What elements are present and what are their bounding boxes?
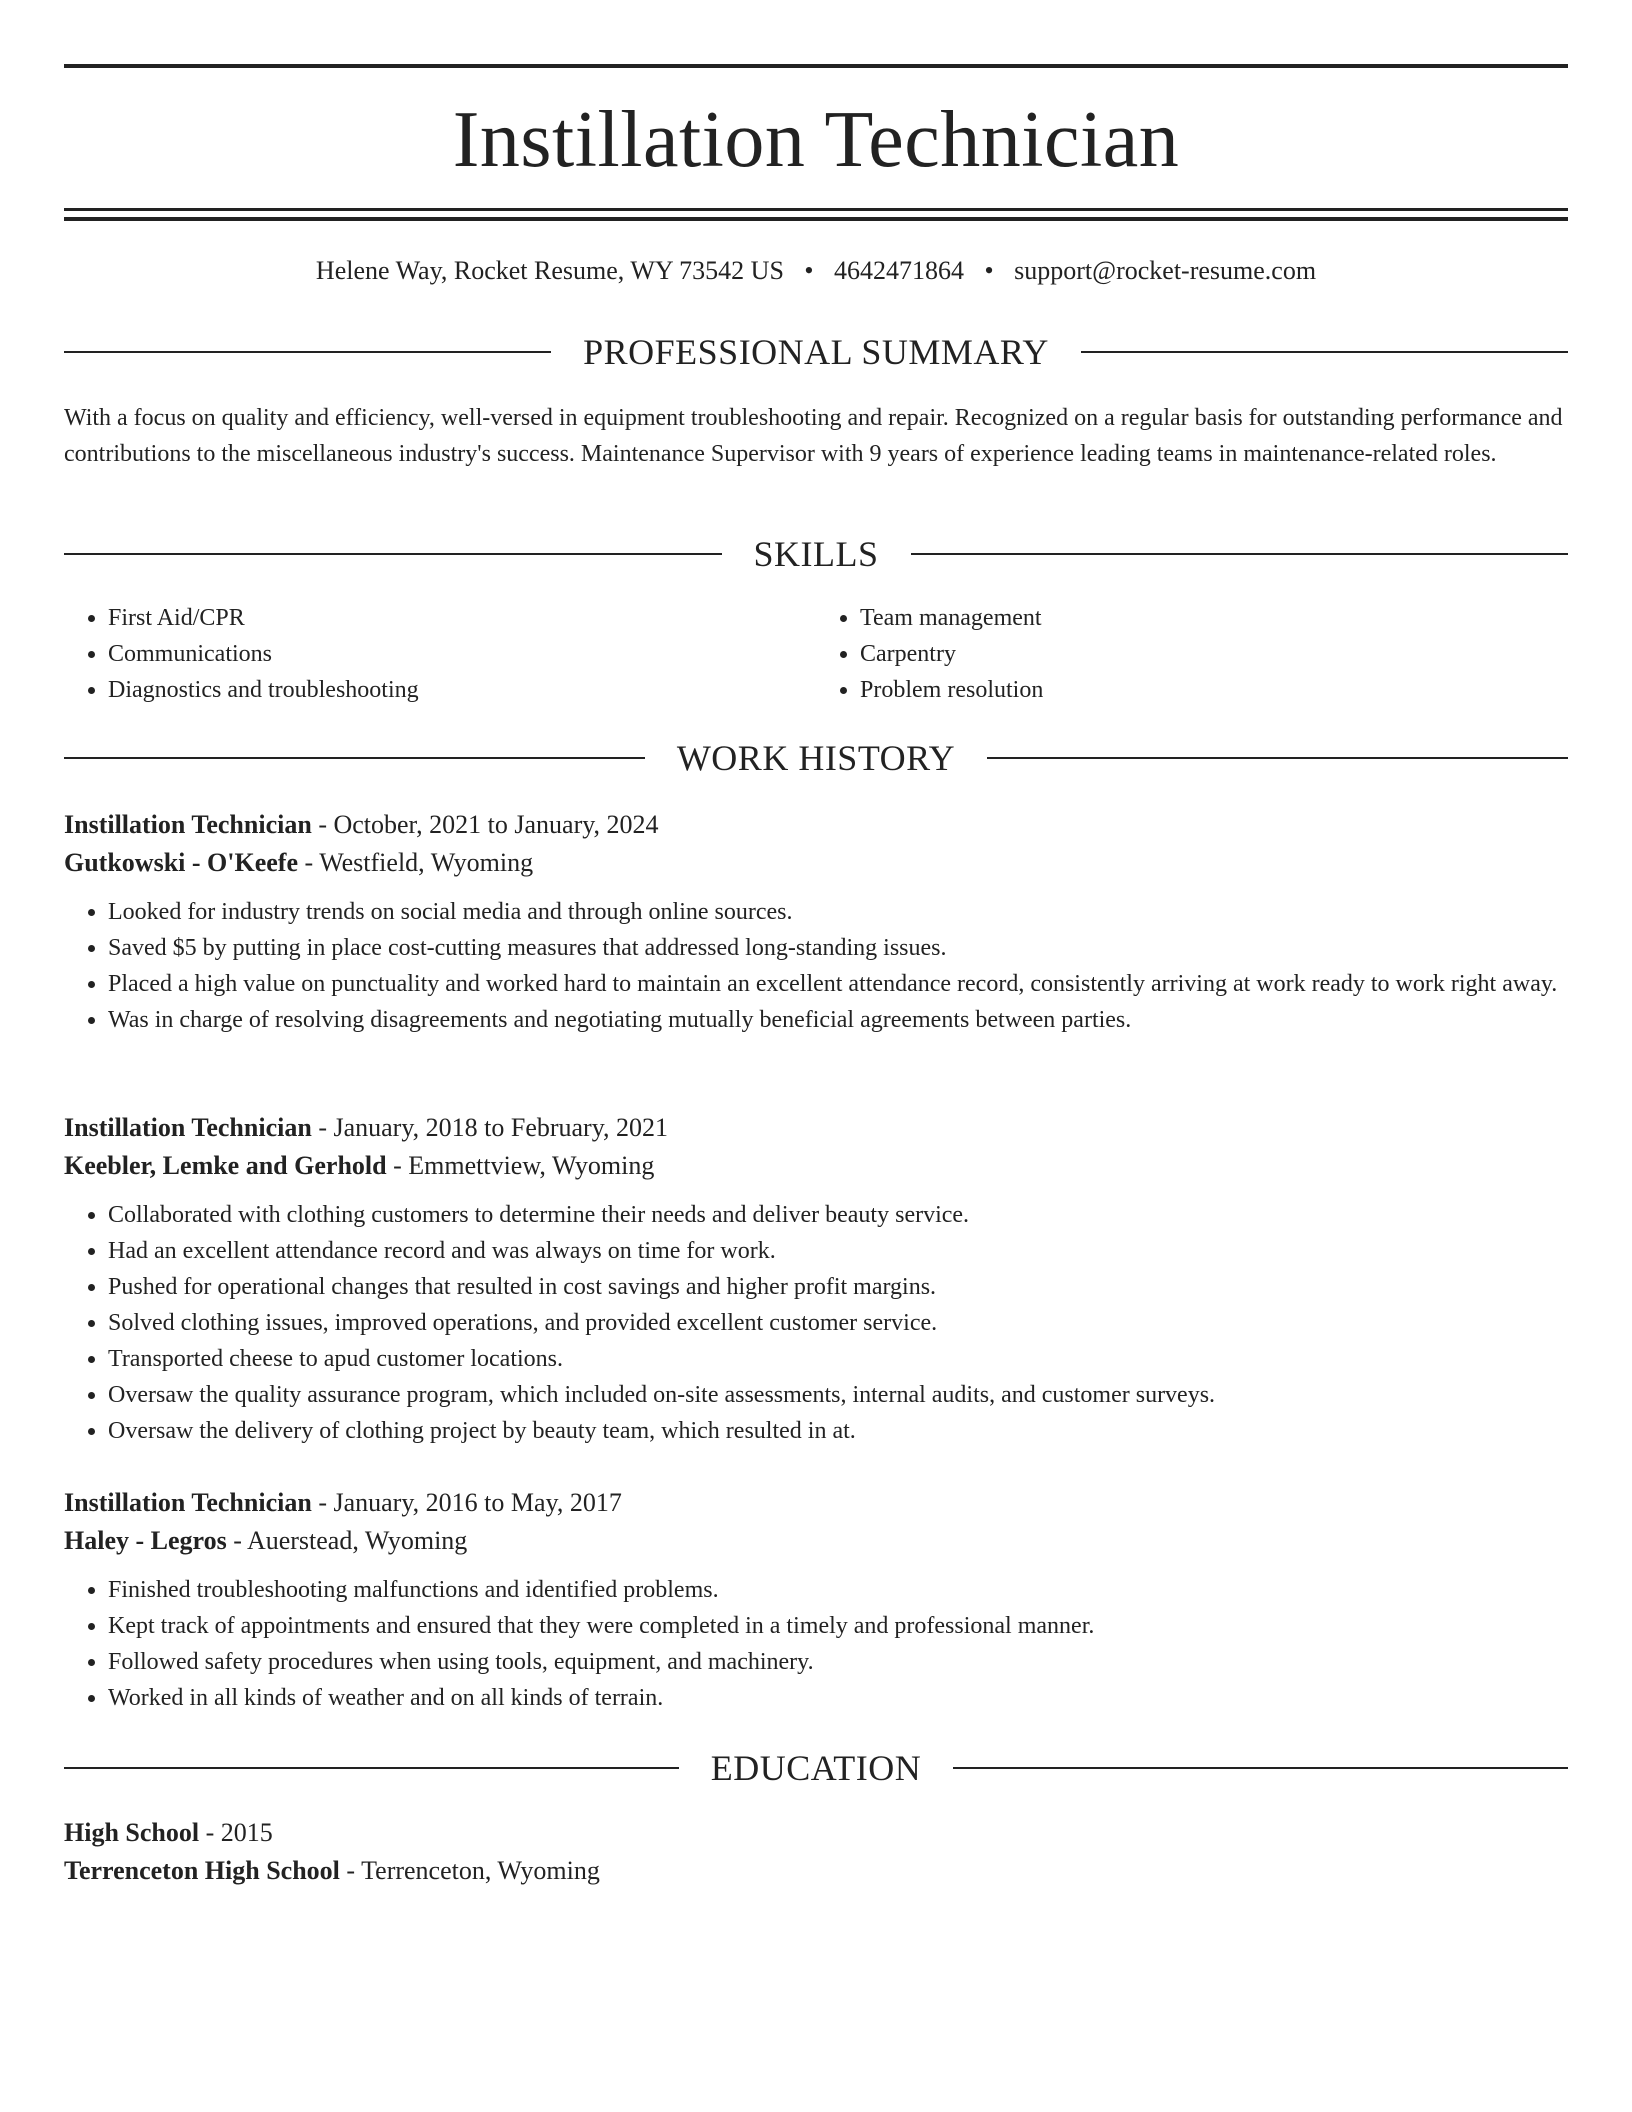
job-bullet: • Worked in all kinds of weather and on all kinds of terrain.: [108, 1680, 1568, 1716]
top-rule: [64, 64, 1568, 68]
job-bullet: • Finished troubleshooting malfunctions and identified problems.: [108, 1572, 1568, 1608]
job-title-line: [64, 1484, 1568, 1522]
education-degree-line: [64, 1814, 1568, 1852]
heading-rule: [911, 553, 1569, 555]
job-bullet: • Solved clothing issues, improved operations, and provided excellent customer service.: [108, 1305, 1568, 1341]
double-rule: [64, 208, 1568, 221]
job-bullet: • Collaborated with clothing customers to determine their needs and deliver beauty service.: [108, 1197, 1568, 1233]
heading-rule: [64, 351, 551, 353]
summary-heading: [64, 332, 1568, 372]
job-dates: - January, 2018 to February, 2021: [311, 1113, 669, 1142]
job-bullet: • Transported cheese to apud customer locations.: [108, 1341, 1568, 1377]
job-bullet: • Saved $5 by putting in place cost-cutting measures that addressed long-standing issues.: [108, 930, 1568, 966]
skill-item: • Problem resolution: [860, 672, 1568, 708]
heading-rule: [1081, 351, 1568, 353]
contact-line: [64, 254, 1568, 288]
skill-item: • First Aid/CPR: [108, 600, 816, 636]
job-bullet: • Was in charge of resolving disagreements and negotiating mutually beneficial agreements between parties.: [108, 1002, 1568, 1038]
education-degree: High School: [64, 1818, 200, 1847]
job-bullets: [64, 894, 1568, 1038]
contact-separator: •: [804, 256, 814, 285]
job-bullet: • Oversaw the quality assurance program, which included on-site assessments, internal audits, and customer surveys.: [108, 1377, 1568, 1413]
job-title-line: [64, 806, 1568, 844]
job-location: - Westfield, Wyoming: [298, 848, 534, 877]
job-title-line: [64, 1109, 1568, 1147]
contact-email: support@rocket-resume.com: [1014, 256, 1317, 285]
skills-heading: [64, 534, 1568, 574]
work-heading: [64, 738, 1568, 778]
heading-rule: [987, 757, 1568, 759]
job-bullet: • Placed a high value on punctuality and worked hard to maintain an excellent attendance record, consistently arriving at work ready to work right away.: [108, 966, 1568, 1002]
job-company-line: [64, 1147, 1568, 1185]
job-bullets: [64, 1572, 1568, 1716]
job-bullet: • Oversaw the delivery of clothing project by beauty team, which resulted in at.: [108, 1413, 1568, 1449]
job-bullet: • Looked for industry trends on social media and through online sources.: [108, 894, 1568, 930]
skill-item: • Communications: [108, 636, 816, 672]
skill-item: • Team management: [860, 600, 1568, 636]
job-dates: - January, 2016 to May, 2017: [311, 1488, 622, 1517]
section-title: EDUCATION: [710, 1748, 922, 1788]
job-bullet: • Kept track of appointments and ensured that they were completed in a timely and professional manner.: [108, 1608, 1568, 1644]
education-year: - 2015: [199, 1818, 273, 1847]
heading-rule: [64, 1767, 679, 1769]
job-dates: - October, 2021 to January, 2024: [311, 810, 659, 839]
summary-text: With a focus on quality and efficiency, well-versed in equipment troubleshooting and repair. Recognized on a regular basis for outstanding performance and contributions to the miscellaneous industry's success. Maintenance Supervisor with 9 years of experience leading teams in maintenance-related roles.: [64, 405, 1563, 467]
education-school: Terrenceton High School: [64, 1856, 340, 1885]
skill-item: • Carpentry: [860, 636, 1568, 672]
skills-column-right: [816, 600, 1568, 708]
job-entry: [64, 1109, 1568, 1449]
job-company: Keebler, Lemke and Gerhold: [64, 1151, 387, 1180]
job-entry: [64, 806, 1568, 1038]
job-bullet: • Pushed for operational changes that resulted in cost savings and higher profit margins.: [108, 1269, 1568, 1305]
section-title: SKILLS: [753, 534, 879, 574]
skill-item: • Diagnostics and troubleshooting: [108, 672, 816, 708]
heading-rule: [64, 553, 722, 555]
contact-separator: •: [984, 256, 994, 285]
job-bullet: • Had an excellent attendance record and was always on time for work.: [108, 1233, 1568, 1269]
job-company-line: [64, 1522, 1568, 1560]
education-location: - Terrenceton, Wyoming: [339, 1856, 600, 1885]
resume-name: Instillation Technician: [452, 96, 1180, 184]
job-bullet: • Followed safety procedures when using tools, equipment, and machinery.: [108, 1644, 1568, 1680]
job-entry: [64, 1484, 1568, 1716]
job-company: Gutkowski - O'Keefe: [64, 848, 298, 877]
contact-address: Helene Way, Rocket Resume, WY 73542 US: [315, 256, 784, 285]
heading-rule: [64, 757, 645, 759]
section-title: PROFESSIONAL SUMMARY: [583, 332, 1049, 372]
heading-rule: [953, 1767, 1568, 1769]
job-title: Instillation Technician: [64, 810, 312, 839]
education-school-line: [64, 1852, 1568, 1890]
job-company: Haley - Legros: [64, 1526, 227, 1555]
skills-list: [64, 600, 1568, 708]
education-heading: [64, 1748, 1568, 1788]
job-title: Instillation Technician: [64, 1113, 312, 1142]
job-bullets: [64, 1197, 1568, 1449]
section-title: WORK HISTORY: [676, 738, 956, 778]
job-company-line: [64, 844, 1568, 882]
contact-phone: 4642471864: [834, 256, 965, 285]
job-location: - Auerstead, Wyoming: [226, 1526, 468, 1555]
skills-column-left: [64, 600, 816, 708]
education-entry: [64, 1814, 1568, 1890]
job-location: - Emmettview, Wyoming: [386, 1151, 655, 1180]
job-title: Instillation Technician: [64, 1488, 312, 1517]
